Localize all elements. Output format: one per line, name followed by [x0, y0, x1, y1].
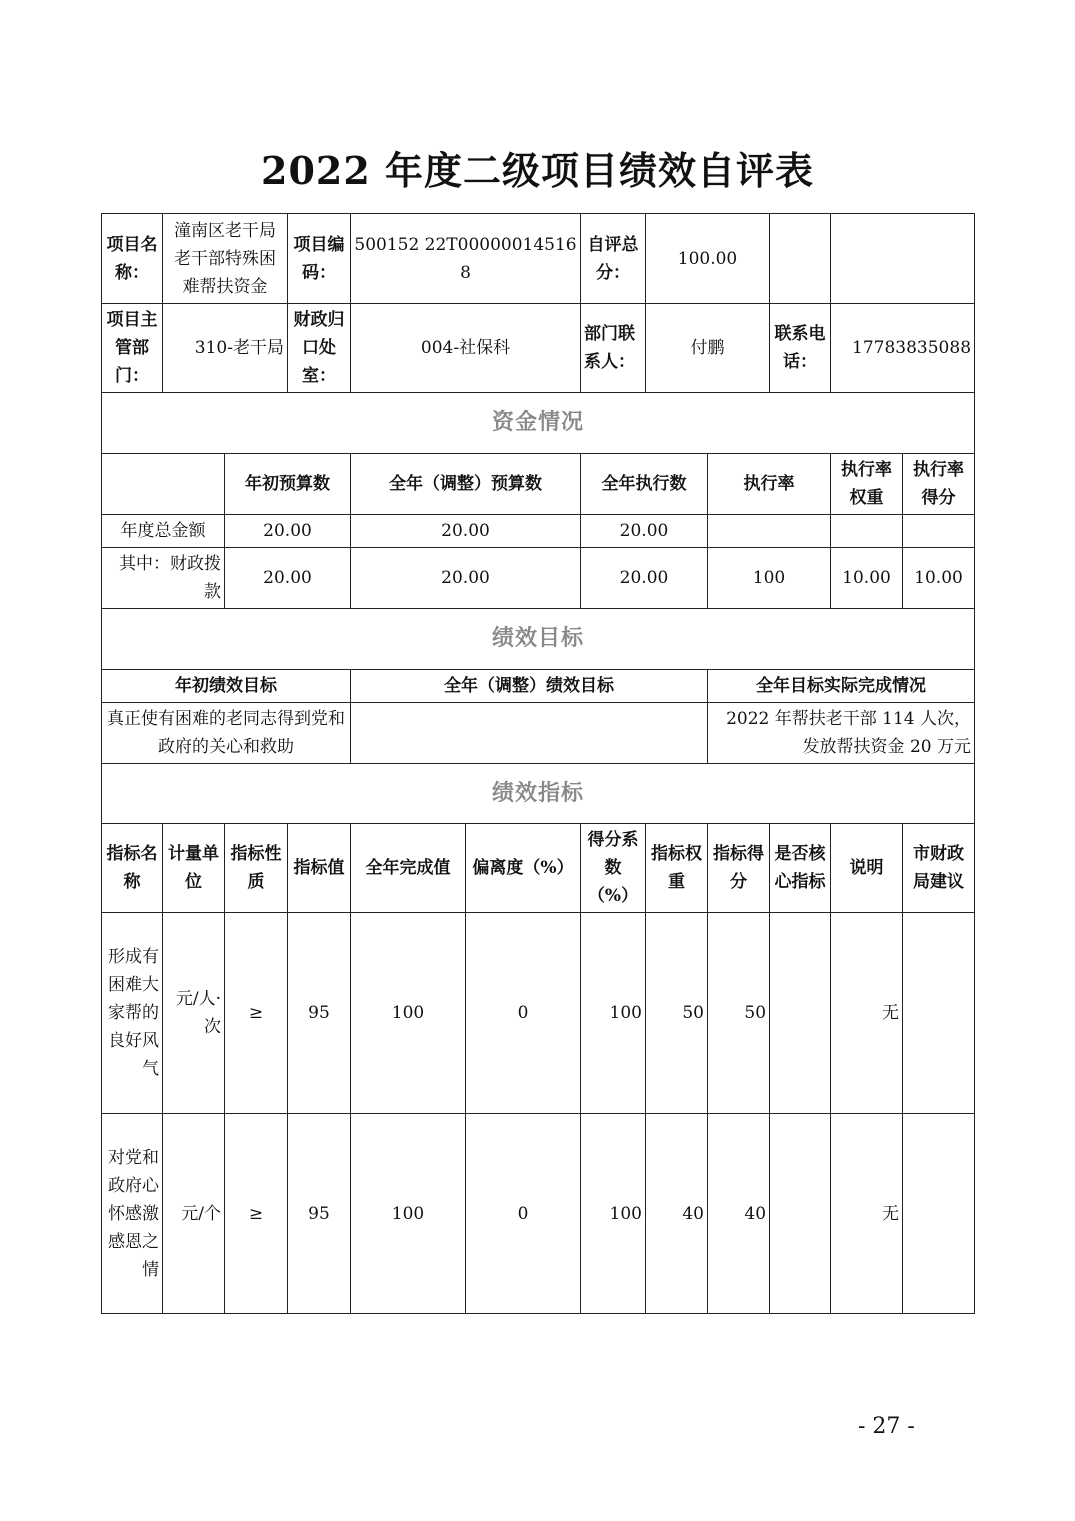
funds-header-executed: 全年执行数: [581, 454, 708, 515]
goals-actual: 2022 年帮扶老干部 114 人次，发放帮扶资金 20 万元: [708, 703, 975, 764]
empty-cell: [770, 214, 831, 304]
ind-suggestion: [903, 913, 975, 1114]
funds-header-weight: 执行率权重: [831, 454, 903, 515]
ind-completed: 100: [351, 913, 466, 1114]
goals-header-row: [102, 670, 975, 703]
funds-initial: 20.00: [225, 548, 351, 609]
funds-adjusted: 20.00: [351, 548, 581, 609]
empty-cell: [831, 214, 975, 304]
funds-section-title: 资金情况: [102, 393, 975, 454]
funds-header-initial: 年初预算数: [225, 454, 351, 515]
ind-header-deviation: 偏离度（%）: [466, 824, 581, 913]
self-evaluation-table: [101, 213, 975, 1314]
ind-score: 50: [708, 913, 770, 1114]
funds-executed: 20.00: [581, 548, 708, 609]
ind-header-nature: 指标性质: [225, 824, 288, 913]
funds-header-row: [102, 454, 975, 515]
funds-header-score: 执行率得分: [903, 454, 975, 515]
goals-header-adjusted: 全年（调整）绩效目标: [351, 670, 708, 703]
ind-header-completed: 全年完成值: [351, 824, 466, 913]
funds-score: [903, 515, 975, 548]
ind-name: 形成有困难大家帮的良好风气: [102, 913, 163, 1114]
ind-nature: ≥: [225, 1114, 288, 1314]
funds-header-blank: [102, 454, 225, 515]
funds-score: 10.00: [903, 548, 975, 609]
ind-header-suggestion: 市财政局建议: [903, 824, 975, 913]
ind-header-name: 指标名称: [102, 824, 163, 913]
ind-coefficient: 100: [581, 1114, 646, 1314]
funds-row-total: [102, 515, 975, 548]
project-code-value: 500152 22T000000145168: [351, 214, 581, 304]
ind-name: 对党和政府心怀感激感恩之情: [102, 1114, 163, 1314]
indicators-section-title: 绩效指标: [102, 764, 975, 824]
ind-core: [770, 1114, 831, 1314]
goals-initial: 真正使有困难的老同志得到党和政府的关心和救助: [102, 703, 351, 764]
department-info-row: [102, 304, 975, 393]
ind-deviation: 0: [466, 913, 581, 1114]
indicators-header-row: [102, 824, 975, 913]
ind-header-unit: 计量单位: [163, 824, 225, 913]
department-label: 项目主管部门：: [102, 304, 163, 393]
ind-note: 无: [831, 1114, 903, 1314]
ind-unit: 元/个: [163, 1114, 225, 1314]
ind-core: [770, 913, 831, 1114]
ind-value: 95: [288, 1114, 351, 1314]
funds-row-label: 其中：财政拨款: [102, 548, 225, 609]
ind-weight: 50: [646, 913, 708, 1114]
phone-label: 联系电话：: [770, 304, 831, 393]
funds-header-rate: 执行率: [708, 454, 831, 515]
ind-header-coefficient: 得分系数（%）: [581, 824, 646, 913]
goals-header-initial: 年初绩效目标: [102, 670, 351, 703]
ind-weight: 40: [646, 1114, 708, 1314]
department-value: 310-老干局: [163, 304, 288, 393]
project-name-label: 项目名称：: [102, 214, 163, 304]
page-number: - 27 -: [858, 1414, 915, 1439]
ind-header-core: 是否核心指标: [770, 824, 831, 913]
goals-adjusted: [351, 703, 708, 764]
funds-weight: [831, 515, 903, 548]
ind-header-note: 说明: [831, 824, 903, 913]
table-row: [102, 913, 975, 1114]
finance-office-label: 财政归口处室：: [288, 304, 351, 393]
funds-header-adjusted: 全年（调整）预算数: [351, 454, 581, 515]
project-name-value: 潼南区老干局老干部特殊困难帮扶资金: [163, 214, 288, 304]
goals-section-title: 绩效目标: [102, 609, 975, 670]
ind-header-value: 指标值: [288, 824, 351, 913]
funds-adjusted: 20.00: [351, 515, 581, 548]
ind-completed: 100: [351, 1114, 466, 1314]
ind-header-score: 指标得分: [708, 824, 770, 913]
goals-header-actual: 全年目标实际完成情况: [708, 670, 975, 703]
contact-value: 付鹏: [646, 304, 770, 393]
contact-label: 部门联系人：: [581, 304, 646, 393]
funds-weight: 10.00: [831, 548, 903, 609]
self-score-value: 100.00: [646, 214, 770, 304]
funds-initial: 20.00: [225, 515, 351, 548]
ind-header-weight: 指标权重: [646, 824, 708, 913]
ind-coefficient: 100: [581, 913, 646, 1114]
ind-note: 无: [831, 913, 903, 1114]
ind-suggestion: [903, 1114, 975, 1314]
project-info-row: [102, 214, 975, 304]
funds-executed: 20.00: [581, 515, 708, 548]
self-score-label: 自评总分：: [581, 214, 646, 304]
page-title: 2022 年度二级项目绩效自评表: [261, 148, 814, 193]
ind-deviation: 0: [466, 1114, 581, 1314]
table-row: [102, 1114, 975, 1314]
goals-row: [102, 703, 975, 764]
ind-score: 40: [708, 1114, 770, 1314]
funds-rate: 100: [708, 548, 831, 609]
ind-nature: ≥: [225, 913, 288, 1114]
funds-rate: [708, 515, 831, 548]
ind-value: 95: [288, 913, 351, 1114]
project-code-label: 项目编码：: [288, 214, 351, 304]
ind-unit: 元/人·次: [163, 913, 225, 1114]
phone-value: 17783835088: [831, 304, 975, 393]
finance-office-value: 004-社保科: [351, 304, 581, 393]
funds-row-fiscal: [102, 548, 975, 609]
funds-row-label: 年度总金额: [102, 515, 225, 548]
